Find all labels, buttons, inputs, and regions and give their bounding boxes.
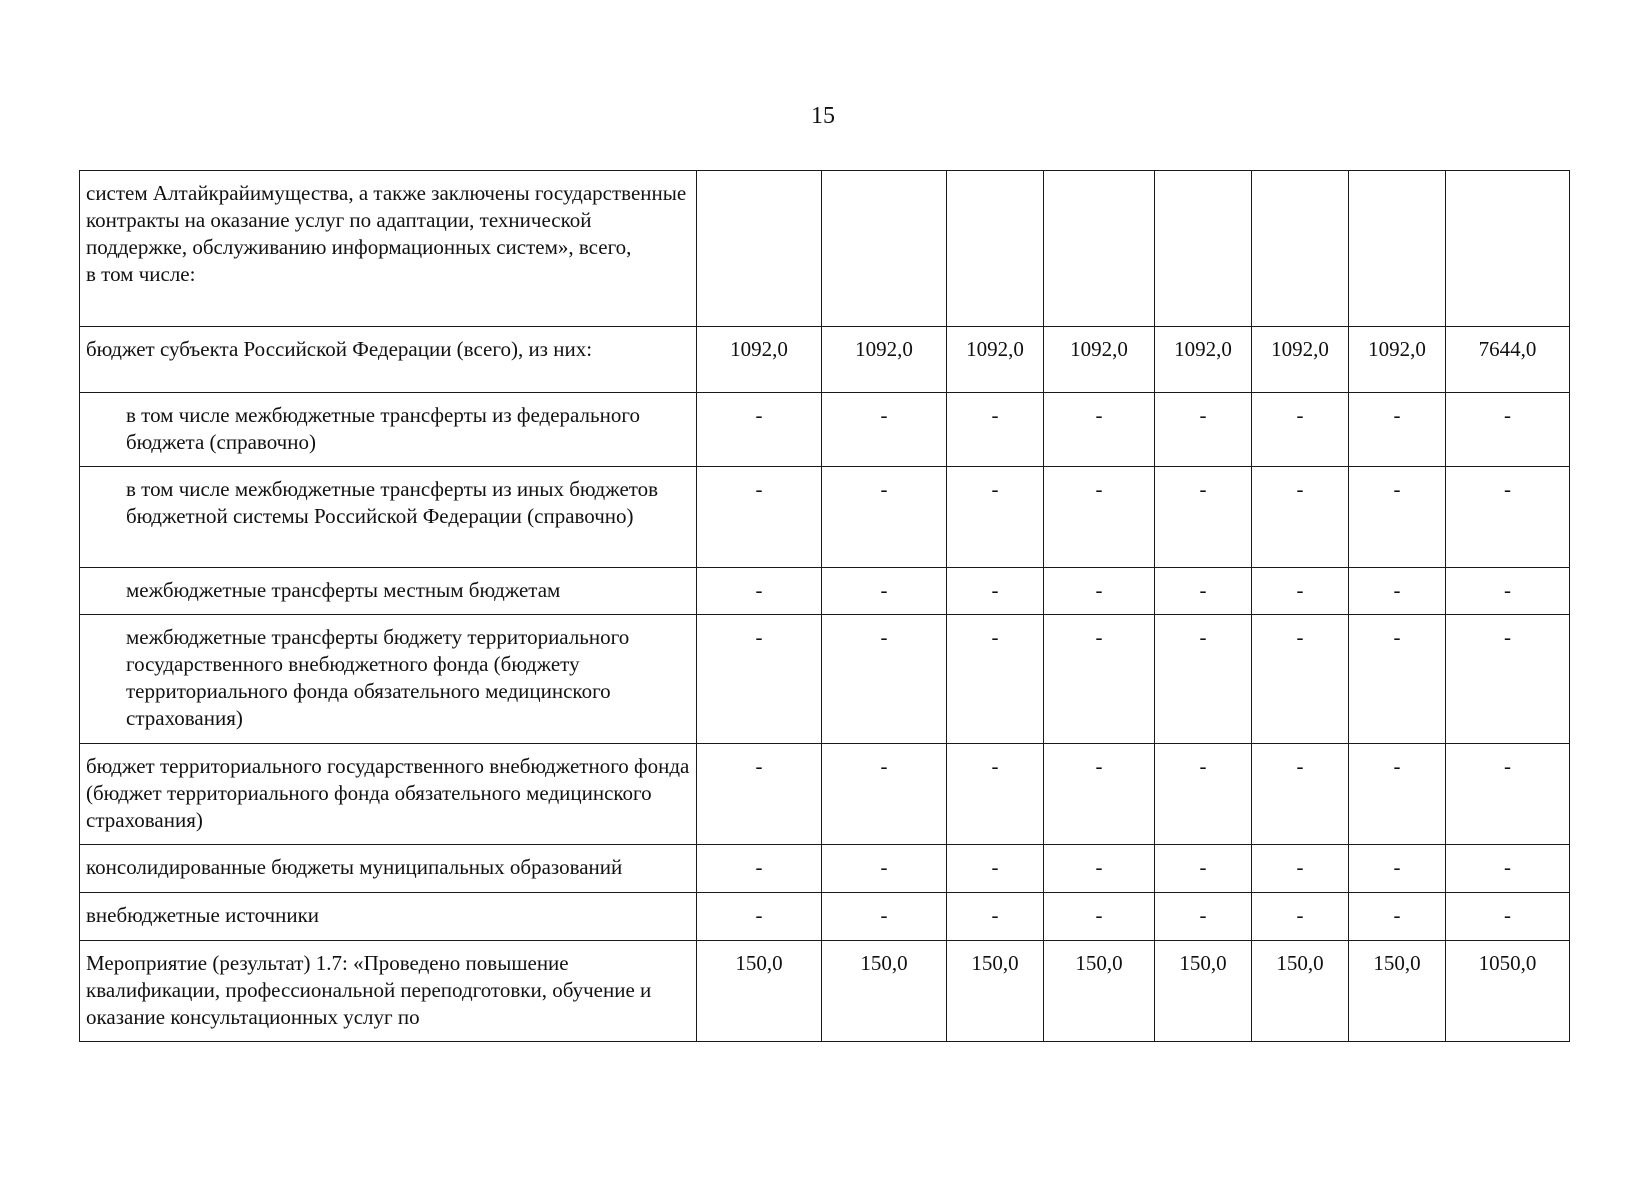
value-cell: - — [822, 393, 947, 467]
value-cell: - — [947, 845, 1044, 893]
value-cell: 1092,0 — [1252, 327, 1349, 393]
value-cell: 150,0 — [1044, 941, 1155, 1042]
value-cell: - — [1252, 615, 1349, 744]
row-label: в том числе межбюджетные трансферты из федерального бюджета (справочно) — [80, 393, 697, 467]
value-cell: - — [697, 568, 822, 615]
table-row — [80, 893, 1570, 941]
value-cell — [822, 171, 947, 327]
row-label: межбюджетные трансферты местным бюджетам — [80, 568, 697, 615]
value-cell: - — [1349, 615, 1446, 744]
value-cell: 1092,0 — [1349, 327, 1446, 393]
value-cell: - — [1349, 393, 1446, 467]
value-cell: - — [1349, 467, 1446, 568]
value-cell — [1155, 171, 1252, 327]
row-label: бюджет территориального государственного внебюджетного фонда (бюджет территориального фонда обязательного медицинского страхования) — [80, 744, 697, 845]
table-row — [80, 171, 1570, 327]
table-row — [80, 568, 1570, 615]
value-cell: - — [1044, 893, 1155, 941]
value-cell: - — [697, 845, 822, 893]
value-cell: - — [1155, 615, 1252, 744]
table-row — [80, 327, 1570, 393]
value-cell: - — [822, 893, 947, 941]
value-cell: - — [1252, 467, 1349, 568]
value-cell: - — [1252, 845, 1349, 893]
table-row — [80, 393, 1570, 467]
value-cell: - — [822, 467, 947, 568]
value-cell: 1092,0 — [822, 327, 947, 393]
value-cell — [1252, 171, 1349, 327]
value-cell: 1092,0 — [1155, 327, 1252, 393]
value-cell: - — [947, 568, 1044, 615]
value-cell: - — [1349, 893, 1446, 941]
value-cell: - — [1044, 393, 1155, 467]
value-cell: - — [1349, 744, 1446, 845]
value-cell — [947, 171, 1044, 327]
value-cell: - — [1446, 744, 1570, 845]
value-cell: - — [697, 744, 822, 845]
table-row — [80, 744, 1570, 845]
value-cell: - — [1044, 744, 1155, 845]
value-cell: 150,0 — [697, 941, 822, 1042]
value-cell: - — [1349, 568, 1446, 615]
value-cell: 150,0 — [1349, 941, 1446, 1042]
value-cell: 1092,0 — [697, 327, 822, 393]
value-cell: 7644,0 — [1446, 327, 1570, 393]
value-cell: - — [947, 467, 1044, 568]
row-label: межбюджетные трансферты бюджету территориального государственного внебюджетного фонда (бюджету территориального фонда обязательного медицинского страхования) — [80, 615, 697, 744]
value-cell: - — [1446, 893, 1570, 941]
value-cell: - — [1155, 467, 1252, 568]
value-cell — [1044, 171, 1155, 327]
value-cell: - — [1044, 615, 1155, 744]
value-cell: - — [1044, 467, 1155, 568]
value-cell: - — [1155, 893, 1252, 941]
value-cell: - — [1155, 744, 1252, 845]
value-cell: 150,0 — [947, 941, 1044, 1042]
page-number: 15 — [811, 103, 835, 129]
row-label: Мероприятие (результат) 1.7: «Проведено повышение квалификации, профессиональной переподготовки, обучение и оказание консультационных услуг по — [80, 941, 697, 1042]
value-cell: - — [697, 615, 822, 744]
value-cell: - — [1252, 568, 1349, 615]
value-cell: - — [947, 393, 1044, 467]
budget-table — [79, 170, 1570, 1042]
value-cell — [1446, 171, 1570, 327]
value-cell — [697, 171, 822, 327]
value-cell: - — [697, 893, 822, 941]
value-cell: - — [697, 393, 822, 467]
row-label: бюджет субъекта Российской Федерации (всего), из них: — [80, 327, 697, 393]
value-cell: - — [1446, 568, 1570, 615]
value-cell: - — [1252, 393, 1349, 467]
table-row — [80, 845, 1570, 893]
row-label: систем Алтайкрайимущества, а также заключены государственные контракты на оказание услуг по адаптации, технической поддержке, обслуживанию информационных систем», всего, в том числе: — [80, 171, 697, 327]
table-row — [80, 941, 1570, 1042]
value-cell: - — [822, 845, 947, 893]
value-cell: - — [1155, 393, 1252, 467]
table-row — [80, 467, 1570, 568]
value-cell — [1349, 171, 1446, 327]
value-cell: - — [947, 615, 1044, 744]
row-label: в том числе межбюджетные трансферты из иных бюджетов бюджетной системы Российской Федерации (справочно) — [80, 467, 697, 568]
value-cell: - — [1155, 845, 1252, 893]
value-cell: - — [1155, 568, 1252, 615]
value-cell: - — [697, 467, 822, 568]
value-cell: - — [822, 744, 947, 845]
value-cell: 1092,0 — [1044, 327, 1155, 393]
value-cell: - — [1252, 893, 1349, 941]
value-cell: - — [947, 893, 1044, 941]
value-cell: - — [1044, 568, 1155, 615]
value-cell: - — [1446, 845, 1570, 893]
value-cell: - — [947, 744, 1044, 845]
table-row — [80, 615, 1570, 744]
row-label: консолидированные бюджеты муниципальных образований — [80, 845, 697, 893]
row-label: внебюджетные источники — [80, 893, 697, 941]
value-cell: - — [1446, 393, 1570, 467]
value-cell: - — [1446, 615, 1570, 744]
value-cell: - — [1446, 467, 1570, 568]
value-cell: - — [822, 615, 947, 744]
value-cell: 150,0 — [822, 941, 947, 1042]
value-cell: 150,0 — [1252, 941, 1349, 1042]
value-cell: 150,0 — [1155, 941, 1252, 1042]
value-cell: - — [1252, 744, 1349, 845]
value-cell: 1050,0 — [1446, 941, 1570, 1042]
value-cell: 1092,0 — [947, 327, 1044, 393]
value-cell: - — [1044, 845, 1155, 893]
value-cell: - — [822, 568, 947, 615]
value-cell: - — [1349, 845, 1446, 893]
